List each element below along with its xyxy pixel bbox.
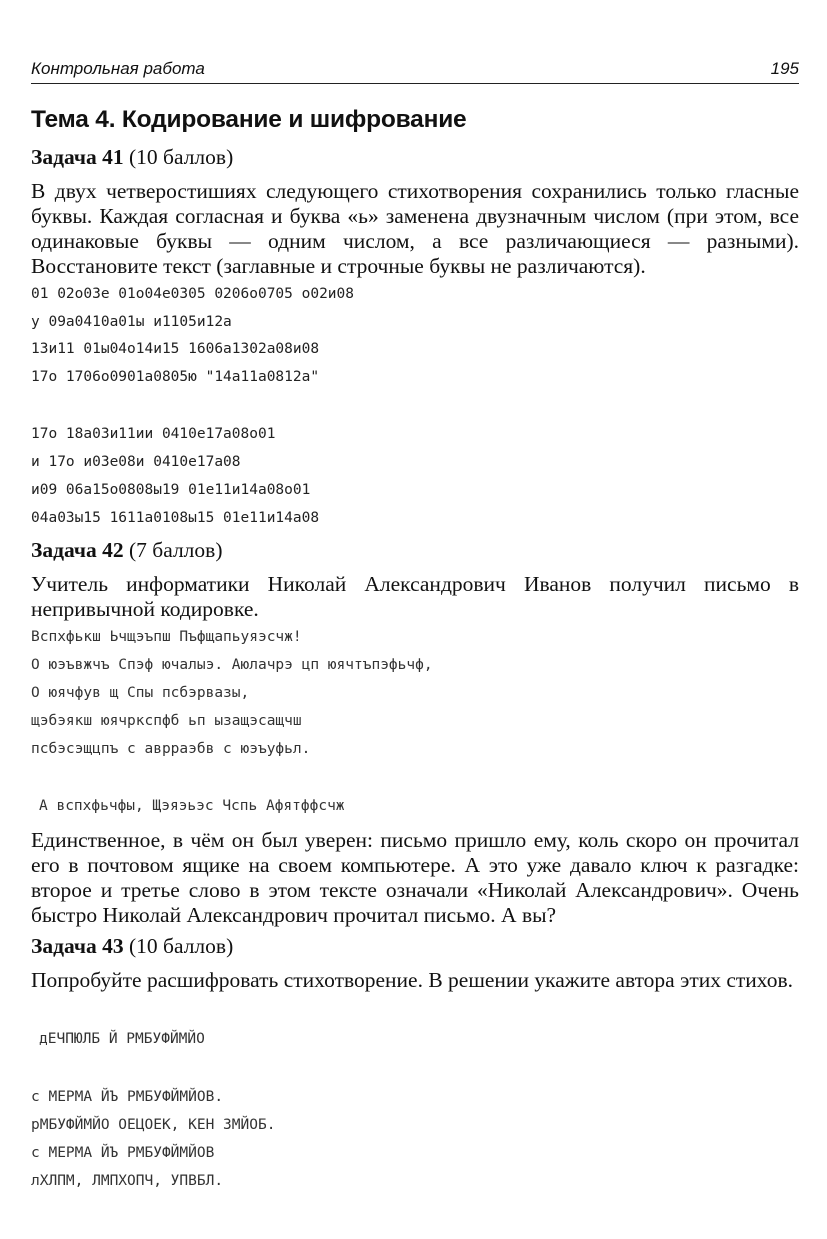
header-title: Контрольная работа — [31, 59, 205, 78]
task-41-cipher-line: у 09а0410а01ы и1105и12а — [31, 314, 232, 330]
task-41-cipher-line: 04а03ы15 1611а0108ы15 01е11и14а08 — [31, 510, 320, 526]
task-43-points: (10 баллов) — [123, 934, 234, 958]
task-42-cipher-line: Вспхфькш Ьчщэъпш Пъфщапьуяэсчж! — [31, 629, 302, 645]
task-41-label: Задача 41 — [31, 145, 124, 169]
task-43-cipher-line: лХЛПМ, ЛМПХОПЧ, УПВБЛ. — [31, 1173, 224, 1189]
task-41-points: (10 баллов) — [123, 145, 234, 169]
task-42-text: Единственное, в чём он был уверен: письмо пришло ему, коль скоро он прочитал его в почтовом ящике на своем компьютере. А это уже давало ключ к разгадке: второе и третье слово в этом тексте означали «Николай Александрович». Очень быстро Николай Александрович прочитал письмо. А вы? — [31, 828, 799, 927]
page-number: 195 — [770, 59, 799, 78]
task-42-cipher-line: щэбэякш юячркспфб ьп ызащэсащчш — [31, 713, 302, 729]
topic-title: Тема 4. Кодирование и шифрование — [31, 106, 467, 133]
running-header — [31, 57, 799, 84]
task-42-heading — [31, 538, 222, 563]
task-41-text: В двух четверостишиях следующего стихотворения сохранились только гласные буквы. Каждая согласная и буква «ь» заменена двузначным числом (при этом, все одинаковые буквы — одним числом, а все различающиеся — разными). Восстановите текст (заглавные и строчные буквы не различаются). — [31, 179, 799, 278]
task-43-cipher-line: рМБУФЙМЙО ОЕЦОЕК, КЕН ЗМЙОБ. — [31, 1117, 276, 1133]
task-41-heading — [31, 145, 233, 170]
task-42-cipher-line: О юэъвжчъ Спэф ючалыэ. Аюлачрэ цп юячтъпэфьчф, — [31, 657, 433, 673]
task-42-cipher-line: псбэсэщцпъ с аврраэбв с юэъуфьл. — [31, 741, 311, 757]
task-43-label: Задача 43 — [31, 934, 124, 958]
task-41-cipher-line: 17о 18а03и11ии 0410е17а08о01 — [31, 426, 276, 442]
task-41-cipher-line: 13и11 01ы04о14и15 1606а1302а08и08 — [31, 341, 320, 357]
task-42-cipher-line: О юячфув щ Спы псбэрвазы, — [31, 685, 250, 701]
task-41-cipher-line: 01 02о03е 01о04е0305 0206о0705 о02и08 — [31, 286, 355, 302]
task-43-cipher-line: с МЕРМА ЙЪ РМБУФЙМЙОВ. — [31, 1089, 224, 1105]
task-42-cipher-line: А вспхфьчфы, Щэяэьэс Чспь Афятффсчж — [39, 798, 345, 814]
task-43-text: Попробуйте расшифровать стихотворение. В решении укажите автора этих стихов. — [31, 968, 794, 992]
task-43-heading — [31, 934, 233, 959]
task-43-cipher-line: с МЕРМА ЙЪ РМБУФЙМЙОВ — [31, 1145, 215, 1161]
task-42-points: (7 баллов) — [123, 538, 223, 562]
task-42-intro: Учитель информатики Николай Александрович Иванов получил письмо в непривычной кодировке. — [31, 572, 799, 621]
task-41-cipher-line: и09 06а15о0808ы19 01е11и14а08о01 — [31, 482, 311, 498]
task-42-label: Задача 42 — [31, 538, 124, 562]
task-43-cipher-line: дЕЧПЮЛБ Й РМБУФЙМЙО — [39, 1031, 205, 1047]
task-41-cipher-line: 17о 1706о0901а0805ю "14а11а0812а" — [31, 369, 320, 385]
task-41-cipher-line: и 17о и03е08и 0410е17а08 — [31, 454, 241, 470]
